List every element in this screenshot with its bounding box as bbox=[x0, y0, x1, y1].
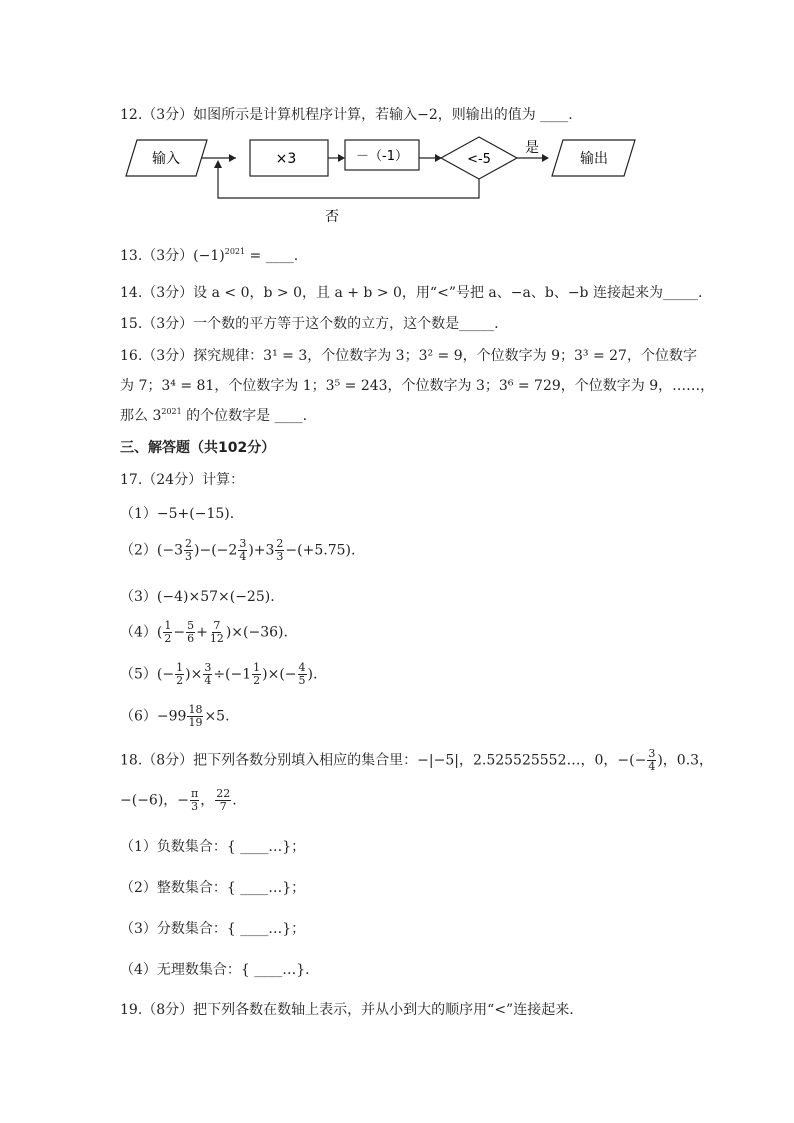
fraction-num: 7 bbox=[213, 619, 221, 632]
fraction-num: 2 bbox=[185, 537, 193, 550]
fraction bbox=[647, 748, 656, 773]
q13-prefix: 13.（3分）(−1) bbox=[120, 248, 225, 264]
fraction-den: 4 bbox=[648, 760, 656, 773]
q17-p2-mid2: )+3 bbox=[248, 542, 275, 559]
fraction-den: 4 bbox=[239, 550, 247, 563]
fraction bbox=[298, 662, 307, 687]
q16-line3-post: 的个位数字是 ____. bbox=[181, 408, 308, 424]
q17-part3: （3）(−4)×57×(−25). bbox=[120, 589, 275, 605]
q17-part5 bbox=[120, 662, 317, 687]
fraction-den: 3 bbox=[185, 550, 193, 563]
q14-text: 14.（3分）设 a < 0，b > 0，且 a + b > 0，用“<”号把 a、−a、b、−b 连接起来为 bbox=[120, 285, 663, 301]
q17-p5-m2: ÷(−1 bbox=[213, 666, 252, 683]
flow-input-label: 输入 bbox=[152, 151, 180, 167]
fraction bbox=[184, 538, 193, 563]
q13-suffix: = ____. bbox=[245, 248, 299, 264]
q17-p5-m3: )×(− bbox=[262, 666, 297, 683]
fraction-den: 7 bbox=[219, 800, 227, 813]
fraction bbox=[275, 538, 284, 563]
fraction-den: 19 bbox=[188, 716, 203, 729]
q17-p6-end: ×5. bbox=[204, 708, 230, 725]
fraction-den: 2 bbox=[176, 674, 184, 687]
q14-blank: _____ bbox=[662, 285, 698, 301]
q17-part1: （1）−5+(−15). bbox=[120, 506, 235, 522]
fraction bbox=[238, 538, 247, 563]
fraction bbox=[175, 662, 184, 687]
q19-text: 19.（8分）把下列各数在数轴上表示，并从小到大的顺序用“<”连接起来. bbox=[120, 1002, 574, 1018]
q13 bbox=[120, 245, 298, 265]
q18-line1-pre: 18.（8分）把下列各数分别填入相应的集合里：−|−5|，2.525525552…，0，−(− bbox=[120, 752, 647, 769]
fraction bbox=[186, 620, 195, 645]
q14-end: . bbox=[697, 285, 703, 301]
section-title: 三、解答题（共102分） bbox=[120, 440, 276, 456]
q15-text: 15.（3分）一个数的平方等于这个数的立方，这个数是_____. bbox=[120, 316, 499, 332]
fraction-num: 2 bbox=[276, 537, 284, 550]
flow-yes-label: 是 bbox=[525, 140, 539, 156]
q17-p2-pre: （2）(−3 bbox=[120, 542, 184, 559]
fraction-den: 6 bbox=[187, 632, 195, 645]
q18-set3: （3）分数集合：{ ____…}； bbox=[120, 921, 306, 937]
flow-no-label: 否 bbox=[325, 209, 339, 225]
fraction-den: 3 bbox=[276, 550, 284, 563]
fraction-den: 4 bbox=[204, 674, 212, 687]
q17-p6-pre: （6）−99 bbox=[120, 708, 187, 725]
q17-p5-end: ). bbox=[307, 666, 318, 683]
fraction-num: 3 bbox=[204, 661, 212, 674]
flow-condition-label: <-5 bbox=[467, 152, 491, 167]
q18-line2-mid: ， bbox=[200, 792, 215, 809]
fraction-den: 2 bbox=[164, 632, 172, 645]
q17-p4-m2: + bbox=[196, 624, 208, 641]
q18-set1: （1）负数集合：{ ____…}； bbox=[120, 839, 306, 855]
fraction-den: 3 bbox=[191, 800, 199, 813]
fraction bbox=[187, 704, 203, 729]
q18-line1-post: )，0.3， bbox=[657, 752, 714, 769]
fraction bbox=[190, 788, 199, 813]
q16-line3 bbox=[120, 405, 307, 425]
q17-p2-end: −(+5.75). bbox=[285, 542, 356, 559]
q16-line3-pre: 那么 3 bbox=[120, 408, 162, 424]
q17-p2-mid1: )−(−2 bbox=[194, 542, 238, 559]
fraction bbox=[163, 620, 172, 645]
fraction-den: 2 bbox=[253, 674, 261, 687]
fraction-den: 12 bbox=[209, 632, 224, 645]
fraction bbox=[215, 788, 231, 813]
q17-part4 bbox=[120, 620, 288, 645]
fraction-num: 1 bbox=[164, 619, 172, 632]
fraction-num: 18 bbox=[188, 703, 203, 716]
fraction-num: 1 bbox=[176, 661, 184, 674]
fraction-den: 5 bbox=[298, 674, 306, 687]
q17-p4-m1: − bbox=[173, 624, 186, 641]
q18-line2-pre: −(−6)，− bbox=[120, 792, 190, 809]
q16-line3-exp: 2021 bbox=[161, 407, 182, 416]
q17-p4-pre: （4）( bbox=[120, 624, 163, 641]
q16-line2: 为 7；3⁴ = 81，个位数字为 1；3⁵ = 243，个位数字为 3；3⁶ = 729，个位数字为 9，……， bbox=[120, 378, 715, 394]
fraction bbox=[203, 662, 212, 687]
fraction-num: 4 bbox=[298, 661, 306, 674]
fraction-num: 3 bbox=[239, 537, 247, 550]
fraction bbox=[252, 662, 261, 687]
fraction-num: 3 bbox=[648, 747, 656, 760]
q18-line2-end: . bbox=[232, 792, 237, 809]
q18-set4: （4）无理数集合：{ ____…}. bbox=[120, 962, 310, 978]
q12-text: 12.（3分）如图所示是计算机程序计算，若输入−2，则输出的值为 ____. bbox=[120, 107, 573, 123]
q17-part6 bbox=[120, 704, 230, 729]
flow-output-label: 输出 bbox=[580, 151, 608, 167]
q17-p4-end: )×(−36). bbox=[225, 624, 288, 641]
q17-p5-m1: )× bbox=[185, 666, 203, 683]
q17-part2 bbox=[120, 538, 355, 563]
q13-exp: 2021 bbox=[224, 247, 246, 256]
fraction-num: 5 bbox=[187, 619, 195, 632]
q18-line1 bbox=[120, 748, 713, 773]
fraction-num: 22 bbox=[216, 787, 231, 800]
fraction-num: π bbox=[191, 787, 199, 800]
q16-line1: 16.（3分）探究规律：3¹ = 3，个位数字为 3；3² = 9，个位数字为 9；3³ = 27，个位数字 bbox=[120, 348, 697, 364]
q17-p5-pre: （5）(− bbox=[120, 666, 175, 683]
q17-title: 17.（24分）计算： bbox=[120, 472, 245, 488]
fraction bbox=[209, 620, 225, 645]
fraction-num: 1 bbox=[253, 661, 261, 674]
q18-line2 bbox=[120, 788, 237, 813]
flow-minus-label: －（-1） bbox=[356, 149, 408, 164]
flow-times3-label: ×3 bbox=[275, 151, 297, 167]
q18-set2: （2）整数集合：{ ____…}； bbox=[120, 880, 306, 896]
q14 bbox=[120, 282, 702, 302]
